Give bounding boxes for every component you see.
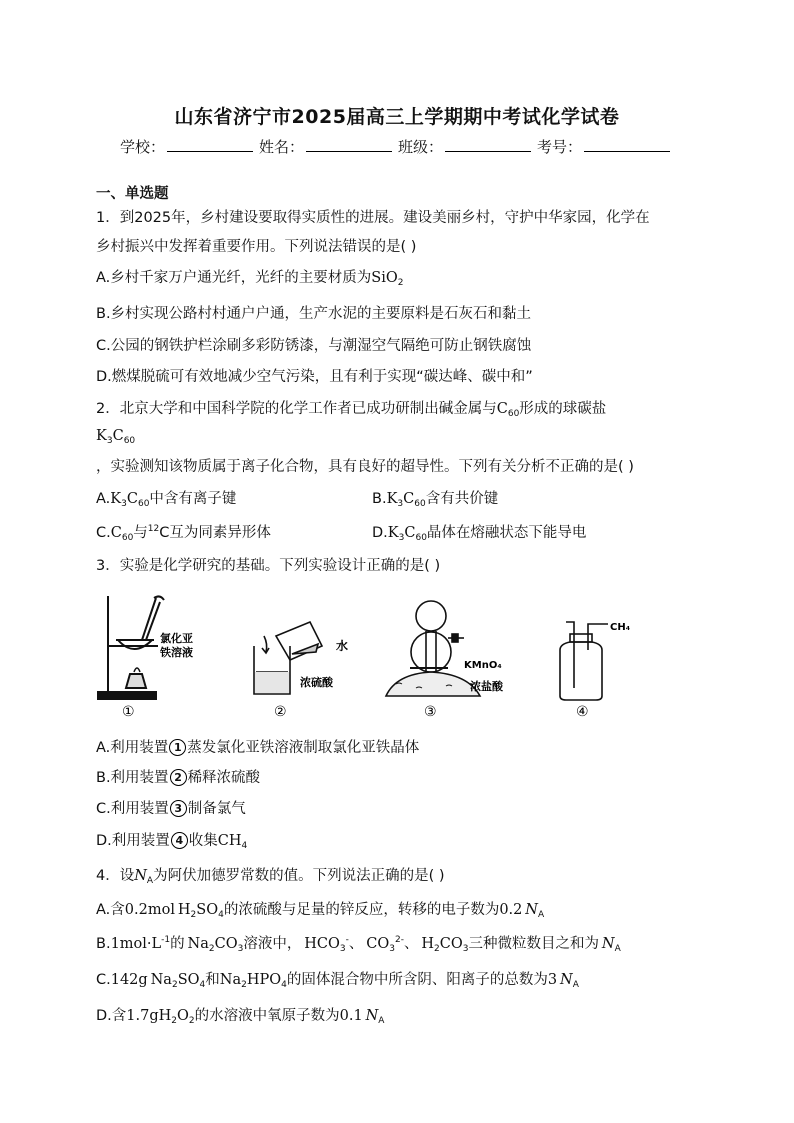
q2-d-c: C xyxy=(404,525,416,541)
q2-b-csub: 60 xyxy=(414,499,426,509)
q4-d-label: D.含 xyxy=(96,1008,127,1024)
fig-label-ch4: CH₄ xyxy=(610,622,631,633)
q3-d-sub: 4 xyxy=(241,841,248,851)
class-field[interactable] xyxy=(445,137,531,152)
q4-c-na: Na xyxy=(150,972,172,988)
q4-stem-text2: 为阿伏加德罗常数的值。下列说法正确的是( ) xyxy=(153,868,445,884)
q3-b-text2: 稀释浓硫酸 xyxy=(187,770,261,786)
q4-option-c[interactable]: C.142g $Na_2SO_4$和$Na_2HPO_4$的固体混合物中所含阴、阳离子的总数为3 $N_A$ xyxy=(96,972,579,990)
q4-b-co3: CO xyxy=(366,936,390,952)
q4-c-and: 和 xyxy=(205,972,220,988)
q4-b-na-const: N xyxy=(601,936,615,952)
fig-label-kmno4: KMnO₄ xyxy=(464,660,502,671)
q2-a-ksub: 3 xyxy=(121,499,127,509)
q2-a-csub: 60 xyxy=(137,499,150,509)
q3-apparatus-figure xyxy=(96,588,686,722)
apparatus-4 xyxy=(560,622,608,700)
q1-a-chem: SiO xyxy=(371,270,398,286)
q4-c-label: C. xyxy=(96,972,111,988)
q2-stem-text2: 形成的球碳盐 xyxy=(519,401,607,417)
q2-c60: C xyxy=(496,401,508,417)
q4-na-sub: A xyxy=(146,876,154,886)
q1-option-d[interactable]: D.燃煤脱硫可有效地减少空气污染，且有利于实现“碳达峰、碳中和” xyxy=(96,369,533,385)
fig-label-fecl2-a: 氯化亚 xyxy=(160,632,193,645)
q3-option-c[interactable] xyxy=(96,797,246,818)
section-heading: 一、单选题 xyxy=(96,186,169,202)
q4-option-a[interactable]: A.含0.2mol $H_2SO_4$的浓硫酸与足量的锌反应，转移的电子数为0.2 $N_A$ xyxy=(96,902,545,920)
q2-a-text: 中含有离子键 xyxy=(149,491,237,507)
q4-b-text2: 三种微粒数目之和为 xyxy=(468,936,599,952)
q4-c-amt: 142g xyxy=(110,972,148,988)
q4-a-text: 的浓硫酸与足量的锌反应，转移的电子数为 xyxy=(223,902,500,918)
q2-c-c: C xyxy=(110,525,122,541)
q2-stem-formula xyxy=(96,428,135,446)
q4-na: N xyxy=(134,868,147,884)
q2-stem-line1 xyxy=(96,397,606,419)
q3-option-d[interactable] xyxy=(96,829,247,851)
q3-option-b[interactable] xyxy=(96,766,260,787)
q2-c-sub: 60 xyxy=(123,436,136,446)
class-label: 班级： xyxy=(398,138,444,156)
q2-c-sup: 12 xyxy=(147,524,160,534)
q2-b-text: 含有共价键 xyxy=(425,491,499,507)
q1-option-a[interactable] xyxy=(96,266,403,288)
q4-c-so: SO xyxy=(177,972,200,988)
q3-c-num: 3 xyxy=(170,800,187,817)
q2-a-c: C xyxy=(126,491,138,507)
q2-b-ksub: 3 xyxy=(397,499,404,509)
q2-d-label: D. xyxy=(372,525,388,541)
q2-c-label: C. xyxy=(96,525,111,541)
q4-d-num: 0.1 xyxy=(339,1008,363,1024)
q4-stem-text: 4．设 xyxy=(96,868,135,884)
fig-label-water: 水 xyxy=(336,639,349,653)
q4-a-h: H xyxy=(177,902,191,918)
q4-a-na-sub: A xyxy=(537,910,545,920)
q3-d-text: D.利用装置 xyxy=(96,833,170,849)
q2-k-sub: 3 xyxy=(106,436,113,446)
q4-c-text: 的固体混合物中所含阴、阳离子的总数为 xyxy=(286,972,548,988)
q1-a-text: A.乡村千家万户通光纤，光纤的主要材质为 xyxy=(96,270,372,286)
q3-stem: 3．实验是化学研究的基础。下列实验设计正确的是( ) xyxy=(96,558,441,574)
q2-b-k: K xyxy=(386,491,398,507)
q4-b-hco3: HCO xyxy=(304,936,340,952)
q2-options-row2 xyxy=(96,521,716,543)
q4-b-de: 的 xyxy=(170,936,185,952)
q2-d-k: K xyxy=(387,525,399,541)
name-label: 姓名： xyxy=(259,138,305,156)
fig-number-4: ④ xyxy=(576,704,589,720)
q2-option-a[interactable] xyxy=(96,491,236,507)
name-field[interactable] xyxy=(306,137,392,152)
q2-stem-text: 2．北京大学和中国科学院的化学工作者已成功研制出碱金属与 xyxy=(96,401,497,417)
q4-a-so: SO xyxy=(196,902,219,918)
q3-a-text: A.利用装置 xyxy=(96,740,169,756)
q4-a-amt: 0.2mol xyxy=(124,902,175,918)
q4-c-na2: Na xyxy=(219,972,242,988)
q2-c-csub: 60 xyxy=(121,533,134,543)
q4-b-sup: -1 xyxy=(161,935,171,945)
fig-label-h2so4: 浓硫酸 xyxy=(300,676,333,689)
q4-option-b[interactable]: $B.1mol\cdot L^{-1}$的 $Na_2CO_3$溶液中， $HCO_3^-$、 $CO_3^{2-}$、 $H_2CO_3$三种微粒数目之和为 $N_A$ xyxy=(96,935,621,954)
q2-k: K xyxy=(96,428,107,444)
q3-b-num: 2 xyxy=(170,769,187,786)
q1-stem-line1: 1．到2025年，乡村建设要取得实质性的进展。建设美丽乡村，守护中华家园，化学在 xyxy=(96,210,650,226)
page-title: 山东省济宁市2025届高三上学期期中考试化学试卷 xyxy=(174,106,620,128)
q2-a-label: A. xyxy=(96,491,111,507)
q4-b-sep1: 、 xyxy=(348,936,364,952)
q2-c-text: C互为同素异形体 xyxy=(159,525,271,541)
q4-d-na-const: N xyxy=(365,1008,379,1024)
q2-option-c[interactable] xyxy=(96,525,271,541)
q2-b-c: C xyxy=(403,491,415,507)
q4-b-text: 溶液中， xyxy=(243,936,302,952)
q3-d-num: 4 xyxy=(171,832,188,849)
q2-d-text: 晶体在熔融状态下能导电 xyxy=(426,525,587,541)
q4-c-na-const: N xyxy=(560,972,573,988)
number-label: 考号： xyxy=(537,138,583,156)
q2-c-mid: 与 xyxy=(133,525,148,541)
q4-a-label: A.含 xyxy=(96,902,125,918)
q4-b-h2co3: H xyxy=(421,936,435,952)
student-info xyxy=(120,136,676,157)
q2-b-label: B. xyxy=(372,491,387,507)
q1-option-c[interactable]: C.公园的钢铁护栏涂刷多彩防锈漆，与潮湿空气隔绝可防止钢铁腐蚀 xyxy=(96,338,532,354)
q4-b-conc: 1mol·L xyxy=(110,936,162,952)
q4-b-na: Na xyxy=(187,936,209,952)
q4-d-amt: 1.7g xyxy=(126,1008,159,1024)
fig-label-fecl2-b: 铁溶液 xyxy=(160,646,193,659)
q3-b-text: B.利用装置 xyxy=(96,770,169,786)
number-field[interactable] xyxy=(584,137,670,152)
q1-a-sub: 2 xyxy=(397,278,404,288)
q2-c60-sub: 60 xyxy=(507,409,520,419)
fig-label-hcl: 浓盐酸 xyxy=(470,680,503,693)
fig-number-1: ① xyxy=(122,704,135,720)
q3-c-text2: 制备氯气 xyxy=(187,801,246,817)
q4-d-h: H xyxy=(158,1008,172,1024)
q3-d-chem: CH xyxy=(217,833,242,849)
q3-c-text: C.利用装置 xyxy=(96,801,169,817)
q2-d-ksub: 3 xyxy=(398,533,405,543)
school-field[interactable] xyxy=(167,137,253,152)
q3-option-a[interactable] xyxy=(96,736,419,757)
fig-number-3: ③ xyxy=(424,704,437,720)
q4-a-na: N xyxy=(525,902,538,918)
q3-a-text2: 蒸发氯化亚铁溶液制取氯化亚铁晶体 xyxy=(187,740,420,756)
q4-b-label: B. xyxy=(96,936,111,952)
q2-d-csub: 60 xyxy=(415,533,427,543)
q4-a-num: 0.2 xyxy=(499,902,523,918)
q1-stem-line2: 乡村振兴中发挥着重要作用。下列说法错误的是( ) xyxy=(96,239,417,255)
q4-b-co-b: CO xyxy=(439,936,463,952)
q4-b-co: CO xyxy=(214,936,238,952)
q2-stem-line3: ，实验测知该物质属于离子化合物，具有良好的超导性。下列有关分析不正确的是( ) xyxy=(96,459,634,475)
apparatus-1 xyxy=(98,596,164,699)
q4-option-d[interactable]: D.含$1.7gH_2O_2$的水溶液中氧原子数为0.1 $N_A$ xyxy=(96,1008,385,1026)
q4-c-hpo: HPO xyxy=(246,972,282,988)
apparatus-3 xyxy=(386,601,480,696)
q2-option-d[interactable] xyxy=(372,521,586,543)
q3-a-num: 1 xyxy=(169,739,186,756)
q4-c-num: 3 xyxy=(547,972,558,988)
q3-d-text2: 收集 xyxy=(188,833,218,849)
q2-a-k: K xyxy=(110,491,122,507)
q4-b-na-sub: A xyxy=(614,944,621,954)
q2-option-b[interactable] xyxy=(372,487,498,509)
q4-d-na-sub: A xyxy=(378,1016,385,1026)
q2-options-row1 xyxy=(96,487,716,509)
school-label: 学校： xyxy=(120,138,166,156)
q4-b-sep2: 、 xyxy=(403,936,419,952)
q4-d-text: 的水溶液中氧原子数为 xyxy=(194,1008,340,1024)
q2-c: C xyxy=(112,428,124,444)
q4-c-na-sub: A xyxy=(572,980,579,990)
q4-stem xyxy=(96,864,445,886)
q1-option-b[interactable]: B.乡村实现公路村村通户户通，生产水泥的主要原料是石灰石和黏土 xyxy=(96,306,532,322)
fig-number-2: ② xyxy=(274,704,287,720)
